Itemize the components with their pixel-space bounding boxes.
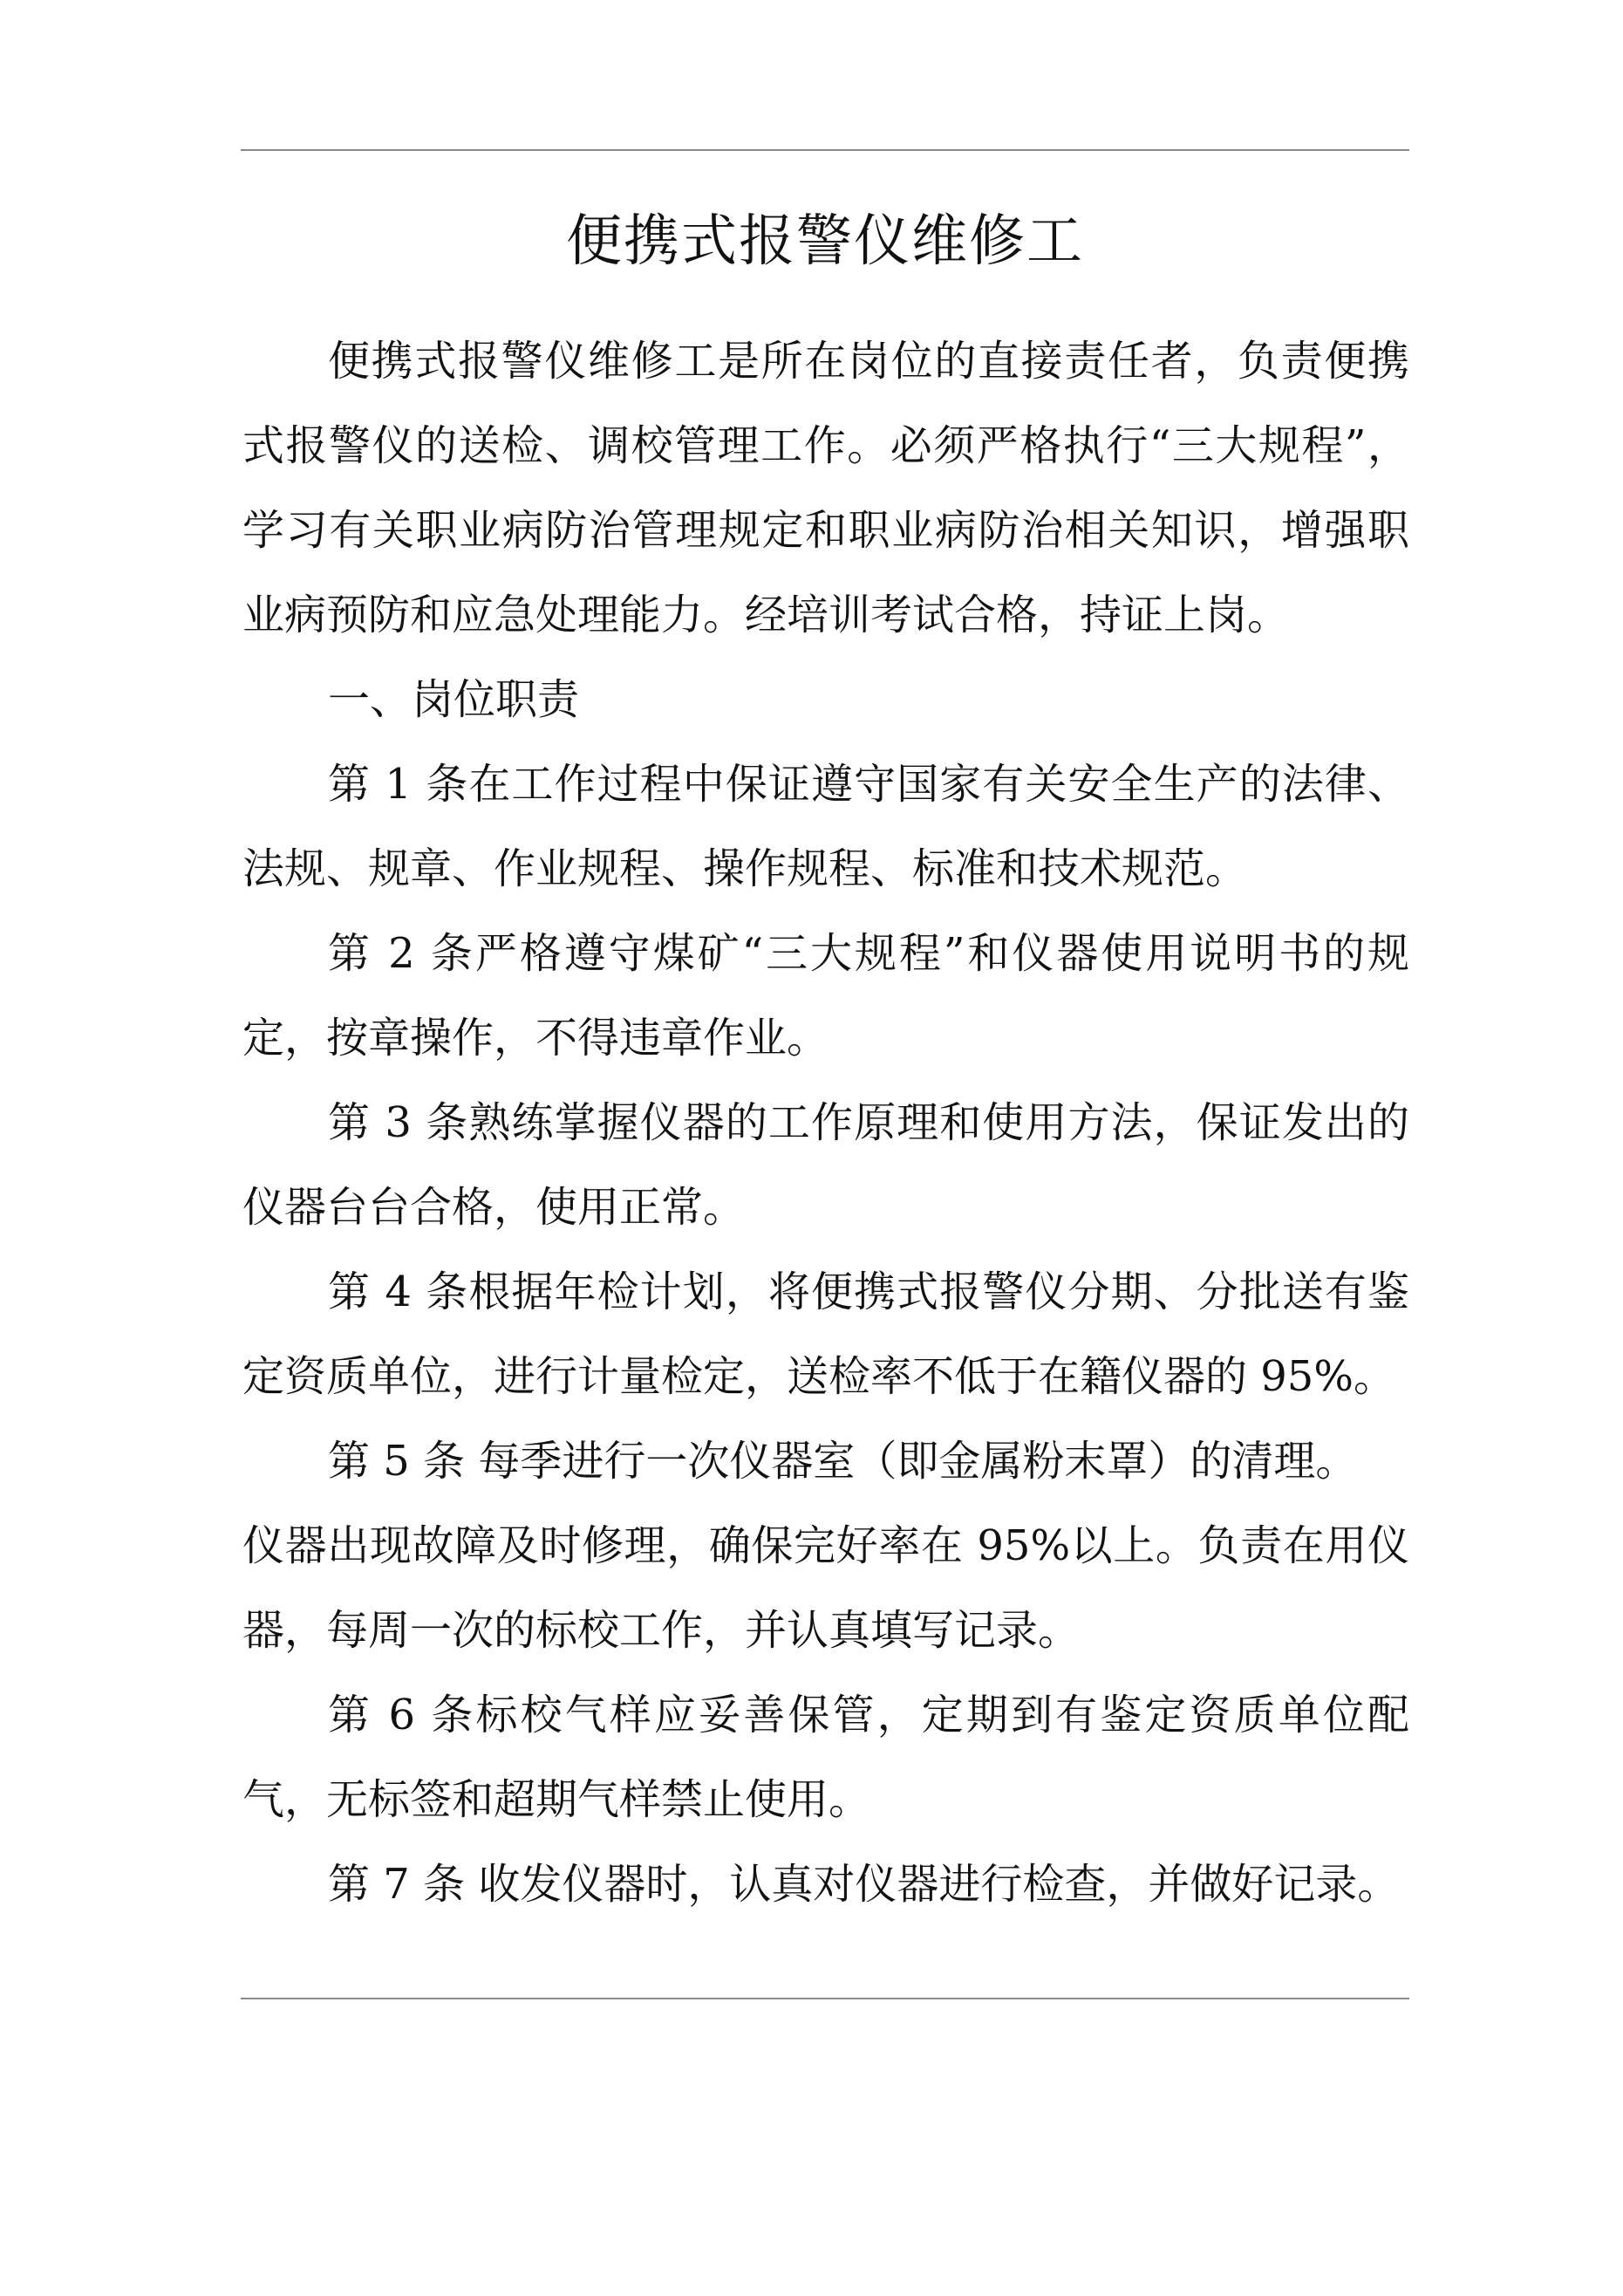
article-7: 第 7 条 收发仪器时，认真对仪器进行检查，并做好记录。 <box>328 1860 1400 1909</box>
article-4: 第 4 条根据年检计划，将便携式报警仪分期、分批送有鉴定资质单位，进行计量检定，送检率不低于在籍仪器的 95%。 <box>242 1268 1409 1401</box>
page-title: 便携式报警仪维修工 <box>566 209 1084 274</box>
header-rule <box>241 149 1409 151</box>
article-3: 第 3 条熟练掌握仪器的工作原理和使用方法，保证发出的仪器台台合格，使用正常。 <box>242 1098 1409 1232</box>
intro-paragraph: 便携式报警仪维修工是所在岗位的直接责任者，负责便携式报警仪的送检、调校管理工作。必须严格执行“三大规程”，学习有关职业病防治管理规定和职业病防治相关知识，增强职业病预防和应急处理能力。经培训考试合格，持证上岗。 <box>242 337 1409 639</box>
article-5-continuation: 仪器出现故障及时修理，确保完好率在 95%以上。负责在用仪器，每周一次的标校工作，并认真填写记录。 <box>242 1521 1409 1655</box>
article-2: 第 2 条严格遵守煤矿“三大规程”和仪器使用说明书的规定，按章操作，不得违章作业。 <box>242 929 1409 1063</box>
article-6: 第 6 条标校气样应妥善保管，定期到有鉴定资质单位配气，无标签和超期气样禁止使用。 <box>242 1691 1409 1824</box>
section-heading: 一、岗位职责 <box>328 675 580 724</box>
document-body <box>242 319 1409 1927</box>
article-5: 第 5 条 每季进行一次仪器室（即金属粉末罩）的清理。 <box>328 1437 1358 1486</box>
article-1: 第 1 条在工作过程中保证遵守国家有关安全生产的法律、法规、规章、作业规程、操作规程、标准和技术规范。 <box>242 760 1409 893</box>
footer-rule <box>241 1998 1409 1999</box>
